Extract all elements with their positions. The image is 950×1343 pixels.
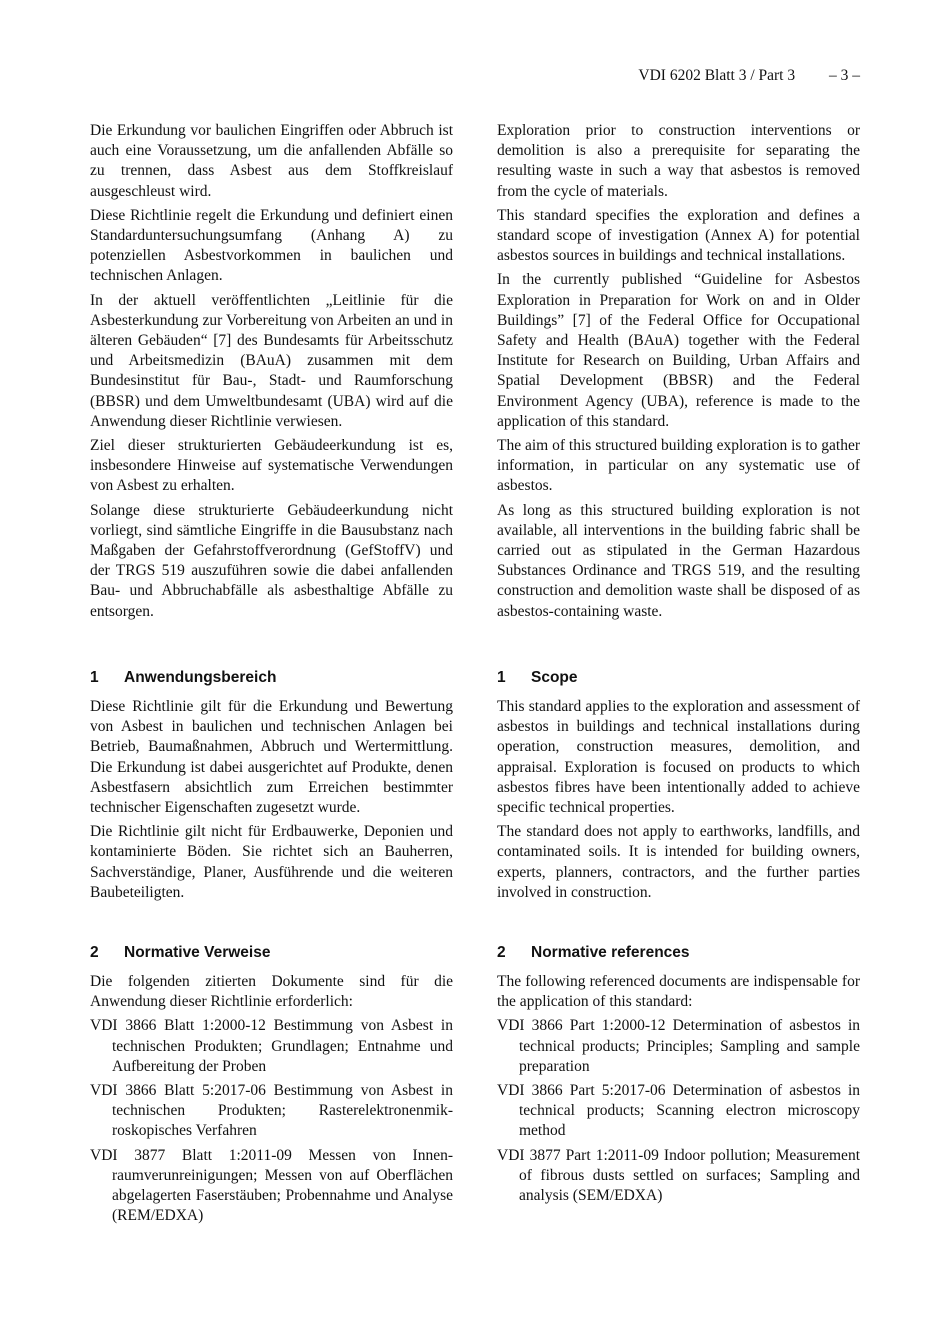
reference-entry: VDI 3866 Blatt 1:2000-12 Bestimmung von Asbest in technischen Produkten; Grundlagen; Entnahme und Aufbereitung der Proben bbox=[90, 1017, 453, 1075]
reference-entry: VDI 3866 Part 5:2017-06 Determination of asbestos in technical products; Scanning electron microscopy method bbox=[497, 1082, 860, 1140]
english-section-2 bbox=[497, 943, 860, 1210]
english-intro-paragraph: In the currently published “Guideline for Asbestos Exploration in Preparation for Work on and in Older Buildings” [7] of the Federal Office for Occupational Safety and Health (BAuA) together with the Federal Institute for Research on Building, Urban Affairs and Spatial Development (BBSR) and the Federal Environment Agency (UBA), reference is made to the application of this standard. bbox=[497, 271, 860, 430]
german-intro bbox=[90, 121, 453, 626]
german-intro-paragraph: Die Erkundung vor baulichen Eingriffen oder Abbruch ist auch eine Voraussetzung, um die anfallenden Abfälle so zu trennen, dass Asbest aus dem Stoffkreislauf ausgeschleust wird. bbox=[90, 122, 453, 200]
section-title: Anwendungsbereich bbox=[124, 669, 277, 686]
section-title: Normative references bbox=[531, 944, 690, 961]
section-heading bbox=[90, 943, 453, 963]
section-paragraph: Die folgenden zitierten Dokumente sind für die Anwendung dieser Richtlinie erforderlich: bbox=[90, 973, 453, 1011]
section-number: 2 bbox=[90, 944, 99, 961]
section-paragraph: The following referenced documents are indispensable for the application of this standard: bbox=[497, 973, 860, 1011]
german-intro-paragraph: Diese Richtlinie regelt die Erkundung und definiert einen Standarduntersuchungsumfang (Anhang A) zu potenziellen Asbestvorkommen in baulichen und technischen Anlagen. bbox=[90, 206, 453, 285]
document-id: VDI 6202 Blatt 3 / Part 3 bbox=[638, 67, 796, 84]
section-paragraph: This standard applies to the exploration and assessment of asbestos in buildings and technical installations during operation, construction measures, demolition, and appraisal. Exploration is focused on products to which asbestos fibres have been intentionally added to achieve specific technical properties. bbox=[497, 698, 860, 817]
german-intro-paragraph: In der aktuell veröffentlichten „Leitlinie für die Asbesterkundung zur Vorbereitung von Arbeiten an und in älteren Gebäuden“ [7] des Bundesamts für Arbeitsschutz und Arbeitsmedizin (BAuA) zusammen mit dem Bundesinstitut für Bau-, Stadt- und Raumforschung (BBSR) und dem Umweltbundesamt (UBA) wird auf die Anwendung dieser Richtlinie verwiesen. bbox=[90, 291, 453, 430]
german-section-2 bbox=[90, 943, 453, 1230]
german-intro-paragraph: Ziel dieser strukturierten Gebäudeerkundung ist es, insbesondere Hinweise auf systematische Verwendungen von Asbest zu erhalten. bbox=[90, 437, 453, 495]
section-number: 1 bbox=[90, 669, 99, 686]
reference-entry: VDI 3877 Blatt 1:2011-09 Messen von Innenraumverunreinigungen; Messen von auf Oberflächen abgelagerten Faserstäuben; Probennahme und Analyse (REM/EDXA) bbox=[90, 1146, 453, 1225]
english-intro-paragraph: Exploration prior to construction interventions or demolition is also a prerequisite for separating the resulting waste in such a way that asbestos is removed from the cycle of materials. bbox=[497, 122, 860, 200]
english-intro bbox=[497, 121, 860, 626]
section-number: 2 bbox=[497, 944, 506, 961]
reference-entry: VDI 3866 Blatt 5:2017-06 Bestimmung von Asbest in technischen Produkten; Rasterelektronenmikroskopisches Verfahren bbox=[90, 1082, 453, 1140]
section-paragraph: Die Richtlinie gilt nicht für Erdbauwerke, Deponien und kontaminierte Böden. Sie richtet sich an Bauherren, Sachverständige, Planer, Ausführende und die weiteren Baubeteiligten. bbox=[90, 823, 453, 901]
german-intro-paragraph: Solange diese strukturierte Gebäudeerkundung nicht vorliegt, sind sämtliche Eingriffe in die Bausubstanz nach Maßgaben der Gefahrstoffverordnung (GefStoffV) und der TRGS 519 auszuführen sowie die dabei anfallenden Bau- und Abbruchabfälle als asbesthaltige Abfälle zu entsorgen. bbox=[90, 501, 453, 620]
section-title: Scope bbox=[531, 669, 578, 686]
reference-entry: VDI 3877 Part 1:2011-09 Indoor pollution; Measurement of fibrous dusts settled on surfaces; Sampling and analysis (SEM/EDXA) bbox=[497, 1146, 860, 1205]
german-section-1 bbox=[90, 668, 453, 907]
running-header bbox=[600, 67, 860, 85]
section-heading bbox=[497, 943, 860, 963]
english-intro-paragraph: The aim of this structured building exploration is to gather information, in particular on any systematic use of asbestos. bbox=[497, 437, 860, 495]
section-heading bbox=[90, 668, 453, 688]
section-paragraph: The standard does not apply to earthworks, landfills, and contaminated soils. It is intended for building owners, experts, planners, contractors, and the further parties involved in construction. bbox=[497, 823, 860, 901]
page-number: – 3 – bbox=[829, 67, 860, 84]
section-title: Normative Verweise bbox=[124, 944, 271, 961]
english-section-1 bbox=[497, 668, 860, 907]
reference-entry: VDI 3866 Part 1:2000-12 Determination of asbestos in technical products; Principles; Sampling and sample preparation bbox=[497, 1017, 860, 1075]
section-heading bbox=[497, 668, 860, 688]
section-paragraph: Diese Richtlinie gilt für die Erkundung und Bewertung von Asbest in baulichen und technischen Anlagen bei Betrieb, Baumaßnahmen, Abbruch und Wertermittlung. Die Erkundung ist dabei ausgerichtet auf Produkte, denen Asbestfasern absichtlich zum Erreichen bestimmter technischer Eigenschaften zugesetzt wurde. bbox=[90, 698, 453, 817]
english-intro-paragraph: This standard specifies the exploration and defines a standard scope of investigation (Annex A) for potential asbestos sources in buildings and technical installations. bbox=[497, 206, 860, 265]
section-number: 1 bbox=[497, 669, 506, 686]
english-intro-paragraph: As long as this structured building exploration is not available, all interventions in the building fabric shall be carried out as stipulated in the German Hazardous Substances Ordinance and TRGS 519, and the resulting construction and demolition waste shall be disposed of as asbestos-containing waste. bbox=[497, 501, 860, 620]
